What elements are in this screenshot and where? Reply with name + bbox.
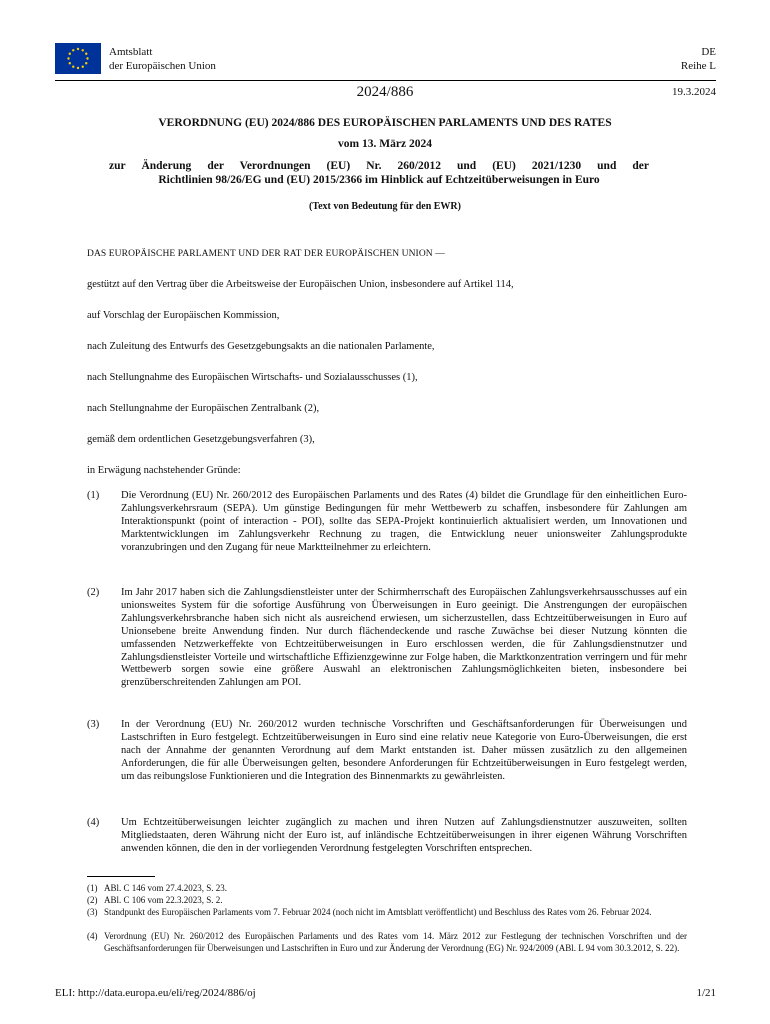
- regulation-subject-line2: Richtlinien 98/26/EG und (EU) 2015/2366 im Hinblick auf Echtzeitüberweisungen in Euro: [158, 174, 600, 186]
- recital-text: Die Verordnung (EU) Nr. 260/2012 des Europäischen Parlaments und des Rates (4) bildet die Grundlage für den einheitlichen Euro-Zahlungsverkehrsraum (SEPA). Um günstige Bedingungen für mehr Wettbewerb zu schaffen, insbesondere für Zahlungen am Interaktionspunkt (point of interaction - POI), sollte das SEPA-Projekt kontinuierlich aktualisiert werden, um Innovationen und Marktentwicklungen im Zahlungsverkehr Rechnung zu tragen, die Entwicklung neuer unionsweiter Zahlungsprodukte voranzubringen und den Zugang für neue Marktteilnehmer zu erleichtern.: [121, 490, 687, 553]
- recital-number: (4): [87, 817, 100, 828]
- document-number: 2024/886: [356, 84, 414, 100]
- footnote-number: (4): [87, 931, 98, 941]
- recital-number: (3): [87, 719, 100, 730]
- footnote-number: (3): [87, 907, 98, 917]
- flag-star: [82, 49, 84, 51]
- enacting-institutions: DAS EUROPÄISCHE PARLAMENT UND DER RAT DER EUROPÄISCHEN UNION —: [87, 249, 445, 259]
- journal-series: Reihe L: [680, 60, 716, 72]
- citation-2: auf Vorschlag der Europäischen Kommission,: [87, 310, 280, 321]
- citation-1: gestützt auf den Vertrag über die Arbeitsweise der Europäischen Union, insbesondere auf Artikel 114,: [87, 279, 514, 290]
- recital-text: Im Jahr 2017 haben sich die Zahlungsdienstleister unter der Schirmherrschaft des Europäischen Zahlungsverkehrsausschusses auf ein unionsweites System für die sofortige Ausführung von Überweisungen in Euro geeinigt. Die Anstrengungen der europäischen Zahlungsverkehrsbranche haben sich nicht als ausreichend erwiesen, um sicherzustellen, dass Echtzeitüberweisungen in Euro auf Unionsebene breite Anwendung finden. Nur durch flächendeckende und rasche Zuwächse bei dieser Nutzung könnten die umfassenden Netzwerkeffekte von Echtzeitüberweisungen in Euro erschlossen werden, die für Zahlungsdienstnutzer und Zahlungsdienstleister Vorteile und wirtschaftliche Effizienzgewinne zur Folge haben, die Marktkonzentration verringern und für mehr Wettbewerb sorgen sowie eine größere Auswahl an elektronischen Zahlungsmöglichkeiten bieten, insbesondere bei grenzüberschreitenden Zahlungen am POI.: [121, 587, 687, 689]
- flag-star: [69, 53, 71, 55]
- flag-star: [77, 48, 79, 50]
- eu-flag-logo: [55, 43, 101, 74]
- page-number: 1/21: [696, 987, 716, 999]
- footnote-text: Verordnung (EU) Nr. 260/2012 des Europäischen Parlaments und des Rates vom 14. März 2012 zur Festlegung der technischen Vorschriften und der Geschäftsanforderungen für Überweisungen und Lastschriften in Euro und zur Änderung der Verordnung (EG) Nr. 924/2009 (ABl. L 94 vom 30.3.2012, S. 22).: [104, 931, 687, 953]
- flag-star: [86, 57, 88, 59]
- flag-star: [85, 53, 87, 55]
- publication-date: 19.3.2024: [672, 86, 716, 98]
- eli-link[interactable]: ELI: http://data.europa.eu/eli/reg/2024/886/oj: [55, 987, 256, 999]
- flag-star: [69, 62, 71, 64]
- regulation-subject: [109, 159, 649, 187]
- footnote-text: ABl. C 106 vom 22.3.2023, S. 2.: [104, 895, 223, 905]
- recital-text: In der Verordnung (EU) Nr. 260/2012 wurden technische Vorschriften und Geschäftsanforderungen für Überweisungen und Lastschriften in Euro festgelegt. Echtzeitüberweisungen in Euro sind eine relativ neue Kategorie von Euro-Überweisungen, die erst nach der Annahme der genannten Verordnung auf dem Markt entstanden ist. Daher müssen zusätzlich zu den allgemeinen Anforderungen, die für alle Überweisungen gelten, besondere Anforderungen für Echtzeitüberweisungen in Euro festgelegt werden, um das reibungslose Funktionieren und die Integration des Binnenmarkts zu gewährleisten.: [121, 719, 687, 782]
- recital-text: Um Echtzeitüberweisungen leichter zugänglich zu machen und ihren Nutzen auf Zahlungsdienstnutzer auszuweiten, sollten Mitgliedstaaten, deren Währung nicht der Euro ist, auf inländische Echtzeitüberweisungen in ihrer eigenen Währung Vorschriften anwenden können, die den in der vorliegenden Verordnung festgelegten Vorschriften entsprechen.: [121, 817, 687, 854]
- recital-number: (2): [87, 587, 100, 598]
- citation-6: gemäß dem ordentlichen Gesetzgebungsverfahren (3),: [87, 434, 315, 445]
- footnote-text: ABl. C 146 vom 27.4.2023, S. 23.: [104, 883, 228, 893]
- footnote-number: (1): [87, 883, 98, 893]
- flag-star: [67, 57, 69, 59]
- footnote-number: (2): [87, 895, 98, 905]
- citation-3: nach Zuleitung des Entwurfs des Gesetzgebungsakts an die nationalen Parlamente,: [87, 341, 435, 352]
- regulation-title: VERORDNUNG (EU) 2024/886 DES EUROPÄISCHEN PARLAMENTS UND DES RATES: [158, 117, 612, 129]
- language-code: DE: [701, 46, 716, 58]
- flag-star: [82, 66, 84, 68]
- journal-name-line2: der Europäischen Union: [109, 60, 216, 72]
- header-divider: [55, 80, 716, 81]
- eea-relevance-note: (Text von Bedeutung für den EWR): [309, 201, 461, 212]
- journal-name-line1: Amtsblatt: [109, 46, 153, 58]
- flag-star: [72, 66, 74, 68]
- flag-star: [77, 67, 79, 69]
- citation-4: nach Stellungnahme des Europäischen Wirtschafts- und Sozialausschusses (1),: [87, 372, 418, 383]
- whereas-heading: in Erwägung nachstehender Gründe:: [87, 465, 241, 476]
- footnote-divider: [87, 876, 155, 877]
- flag-star: [72, 49, 74, 51]
- citation-5: nach Stellungnahme der Europäischen Zentralbank (2),: [87, 403, 320, 414]
- flag-star: [85, 62, 87, 64]
- regulation-date: vom 13. März 2024: [338, 138, 432, 150]
- footnote-text: Standpunkt des Europäischen Parlaments vom 7. Februar 2024 (noch nicht im Amtsblatt veröffentlicht) und Beschluss des Rates vom 26. Februar 2024.: [104, 907, 652, 917]
- regulation-subject-line1: zur Änderung der Verordnungen (EU) Nr. 260/2012 und (EU) 2021/1230 und der: [109, 160, 649, 172]
- recital-number: (1): [87, 490, 100, 501]
